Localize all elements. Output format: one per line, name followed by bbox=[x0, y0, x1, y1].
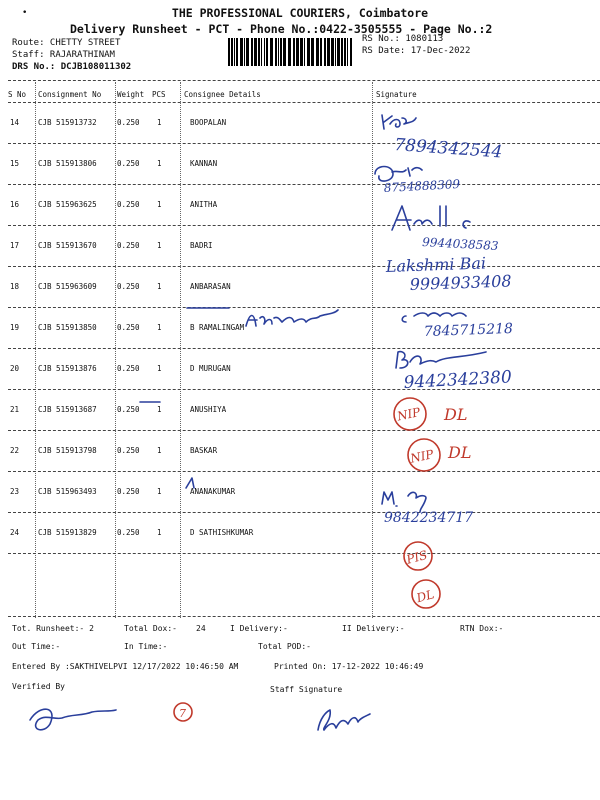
row-pcs: 1 bbox=[157, 241, 162, 250]
col-header-consignment: Consignment No bbox=[38, 90, 102, 99]
row-sno: 23 bbox=[10, 487, 20, 496]
row-weight: 0.250 bbox=[117, 487, 140, 496]
signature-row16 bbox=[392, 206, 470, 230]
staff-signature-label: Staff Signature bbox=[270, 685, 343, 694]
row-consignment: CJB 515963609 bbox=[38, 282, 97, 291]
corner-mark: • bbox=[22, 8, 28, 18]
col-header-consignee: Consignee Details bbox=[184, 90, 261, 99]
row-consignment: CJB 515913798 bbox=[38, 446, 97, 455]
footer-rule bbox=[8, 616, 600, 617]
ii-delivery: II Delivery:- bbox=[342, 624, 405, 633]
row-consignee: BADRI bbox=[190, 241, 213, 250]
row-weight: 0.250 bbox=[117, 118, 140, 127]
pis-text-row23: PIS bbox=[404, 547, 429, 567]
baskar-mark-row22 bbox=[186, 478, 194, 488]
row-sno: 20 bbox=[10, 364, 20, 373]
row-sno: 16 bbox=[10, 200, 20, 209]
row-consignment: CJB 515913687 bbox=[38, 405, 97, 414]
row-consignee: BASKAR bbox=[190, 446, 218, 455]
nip-text-row21: NIP bbox=[409, 447, 435, 466]
row-consignee: D SATHISHKUMAR bbox=[190, 528, 254, 537]
row-consignee: ANBARASAN bbox=[190, 282, 231, 291]
row-weight: 0.250 bbox=[117, 200, 140, 209]
signature-row14 bbox=[382, 115, 416, 129]
runsheet-title: Delivery Runsheet - PCT - Phone No.:0422-3505555 - Page No.:2 bbox=[70, 22, 493, 36]
handwritten-phone-row19: 9442342380 bbox=[403, 367, 513, 393]
verified-by-label: Verified By bbox=[12, 682, 65, 691]
i-delivery: I Delivery:- bbox=[230, 624, 288, 633]
out-time: Out Time:- bbox=[12, 642, 61, 651]
handwritten-phone-row18: 7845715218 bbox=[423, 320, 514, 340]
total-dox-value: 24 bbox=[196, 624, 206, 633]
row-sno: 21 bbox=[10, 405, 20, 414]
row-consignee: ANUSHIYA bbox=[190, 405, 227, 414]
verified-circle-text: 7 bbox=[179, 707, 186, 720]
row-consignment: CJB 515963625 bbox=[38, 200, 97, 209]
row-pcs: 1 bbox=[157, 405, 162, 414]
row-weight: 0.250 bbox=[117, 446, 140, 455]
row-sno: 18 bbox=[10, 282, 20, 291]
row-consignment: CJB 515913806 bbox=[38, 159, 97, 168]
row-pcs: 1 bbox=[157, 118, 162, 127]
handwritten-phone-row22: 9842234717 bbox=[384, 510, 474, 526]
row-pcs: 1 bbox=[157, 159, 162, 168]
row-weight: 0.250 bbox=[117, 282, 140, 291]
col-header-pcs: PCS bbox=[152, 90, 166, 99]
signature-row18 bbox=[402, 313, 466, 322]
row-sno: 17 bbox=[10, 241, 20, 250]
row-consignment: CJB 515913850 bbox=[38, 323, 97, 332]
rtn-dox: RTN Dox:- bbox=[460, 624, 504, 633]
row-pcs: 1 bbox=[157, 282, 162, 291]
rs-date: RS Date: 17-Dec-2022 bbox=[362, 46, 471, 56]
row-consignee: ANANAKUMAR bbox=[190, 487, 236, 496]
drs-number: DRS No.: DCJB108011302 bbox=[12, 62, 132, 72]
row-pcs: 1 bbox=[157, 487, 162, 496]
signature-consignee-row18 bbox=[246, 310, 338, 326]
rs-number: RS No.: 1080113 bbox=[362, 34, 444, 44]
row-consignment: CJB 515913829 bbox=[38, 528, 97, 537]
row-consignment: CJB 515913670 bbox=[38, 241, 97, 250]
route-label: Route: CHETTY STREET bbox=[12, 38, 121, 48]
handwritten-phone-row14: 7894342544 bbox=[393, 135, 503, 163]
nip-text-row20: NIP bbox=[395, 405, 422, 424]
handwritten-phone-row17: 9994933408 bbox=[409, 271, 512, 294]
staff-label: Staff: RAJARATHINAM bbox=[12, 50, 115, 60]
tot-runsheet: Tot. Runsheet:- 2 bbox=[12, 624, 94, 633]
row-consignee: B RAMALINGAM bbox=[190, 323, 245, 332]
row-sno: 24 bbox=[10, 528, 20, 537]
row-consignee: BOOPALAN bbox=[190, 118, 227, 127]
row-weight: 0.250 bbox=[117, 364, 140, 373]
row-consignee: ANITHA bbox=[190, 200, 218, 209]
dl-text-row24: DL bbox=[415, 587, 436, 606]
entered-by: Entered By :SAKTHIVELPVI 12/17/2022 10:46:50 AM bbox=[12, 662, 239, 671]
col-header-signature: Signature bbox=[376, 90, 417, 99]
row-consignment: CJB 515913876 bbox=[38, 364, 97, 373]
col-header-weight: Weight bbox=[117, 90, 145, 99]
row-consignee: KANNAN bbox=[190, 159, 218, 168]
verified-by-signature bbox=[30, 709, 116, 730]
row-sno: 15 bbox=[10, 159, 20, 168]
row-sno: 14 bbox=[10, 118, 20, 127]
row-weight: 0.250 bbox=[117, 159, 140, 168]
row-consignment: CJB 515963493 bbox=[38, 487, 97, 496]
printed-on: Printed On: 17-12-2022 10:46:49 bbox=[274, 662, 424, 671]
signature-row22 bbox=[382, 492, 426, 512]
total-pod: Total POD:- bbox=[258, 642, 311, 651]
company-title: THE PROFESSIONAL COURIERS, Coimbatore bbox=[171, 6, 429, 20]
handwritten-phone-row15: 8754888309 bbox=[383, 177, 461, 195]
row-consignment: CJB 515913732 bbox=[38, 118, 97, 127]
row-weight: 0.250 bbox=[117, 528, 140, 537]
row-pcs: 1 bbox=[157, 200, 162, 209]
row-weight: 0.250 bbox=[117, 241, 140, 250]
in-time: In Time:- bbox=[124, 642, 168, 651]
row-pcs: 1 bbox=[157, 528, 162, 537]
row-consignee: D MURUGAN bbox=[190, 364, 231, 373]
row-weight: 0.250 bbox=[117, 323, 140, 332]
dl-text-row20: DL bbox=[444, 405, 468, 424]
dl-text-row21: DL bbox=[448, 443, 472, 462]
total-dox-label: Total Dox:- bbox=[124, 624, 177, 633]
signature-row19 bbox=[396, 352, 486, 368]
row-sno: 22 bbox=[10, 446, 20, 455]
handwritten-phone-row16: 9944038583 bbox=[421, 235, 499, 253]
row-pcs: 1 bbox=[157, 364, 162, 373]
row-sno: 19 bbox=[10, 323, 20, 332]
staff-signature-mark bbox=[318, 710, 370, 730]
row-pcs: 1 bbox=[157, 446, 162, 455]
handwritten-name-row17: Lakshmi Bai bbox=[385, 253, 487, 276]
col-header-sno: S No bbox=[8, 90, 27, 99]
row-pcs: 1 bbox=[157, 323, 162, 332]
row-weight: 0.250 bbox=[117, 405, 140, 414]
